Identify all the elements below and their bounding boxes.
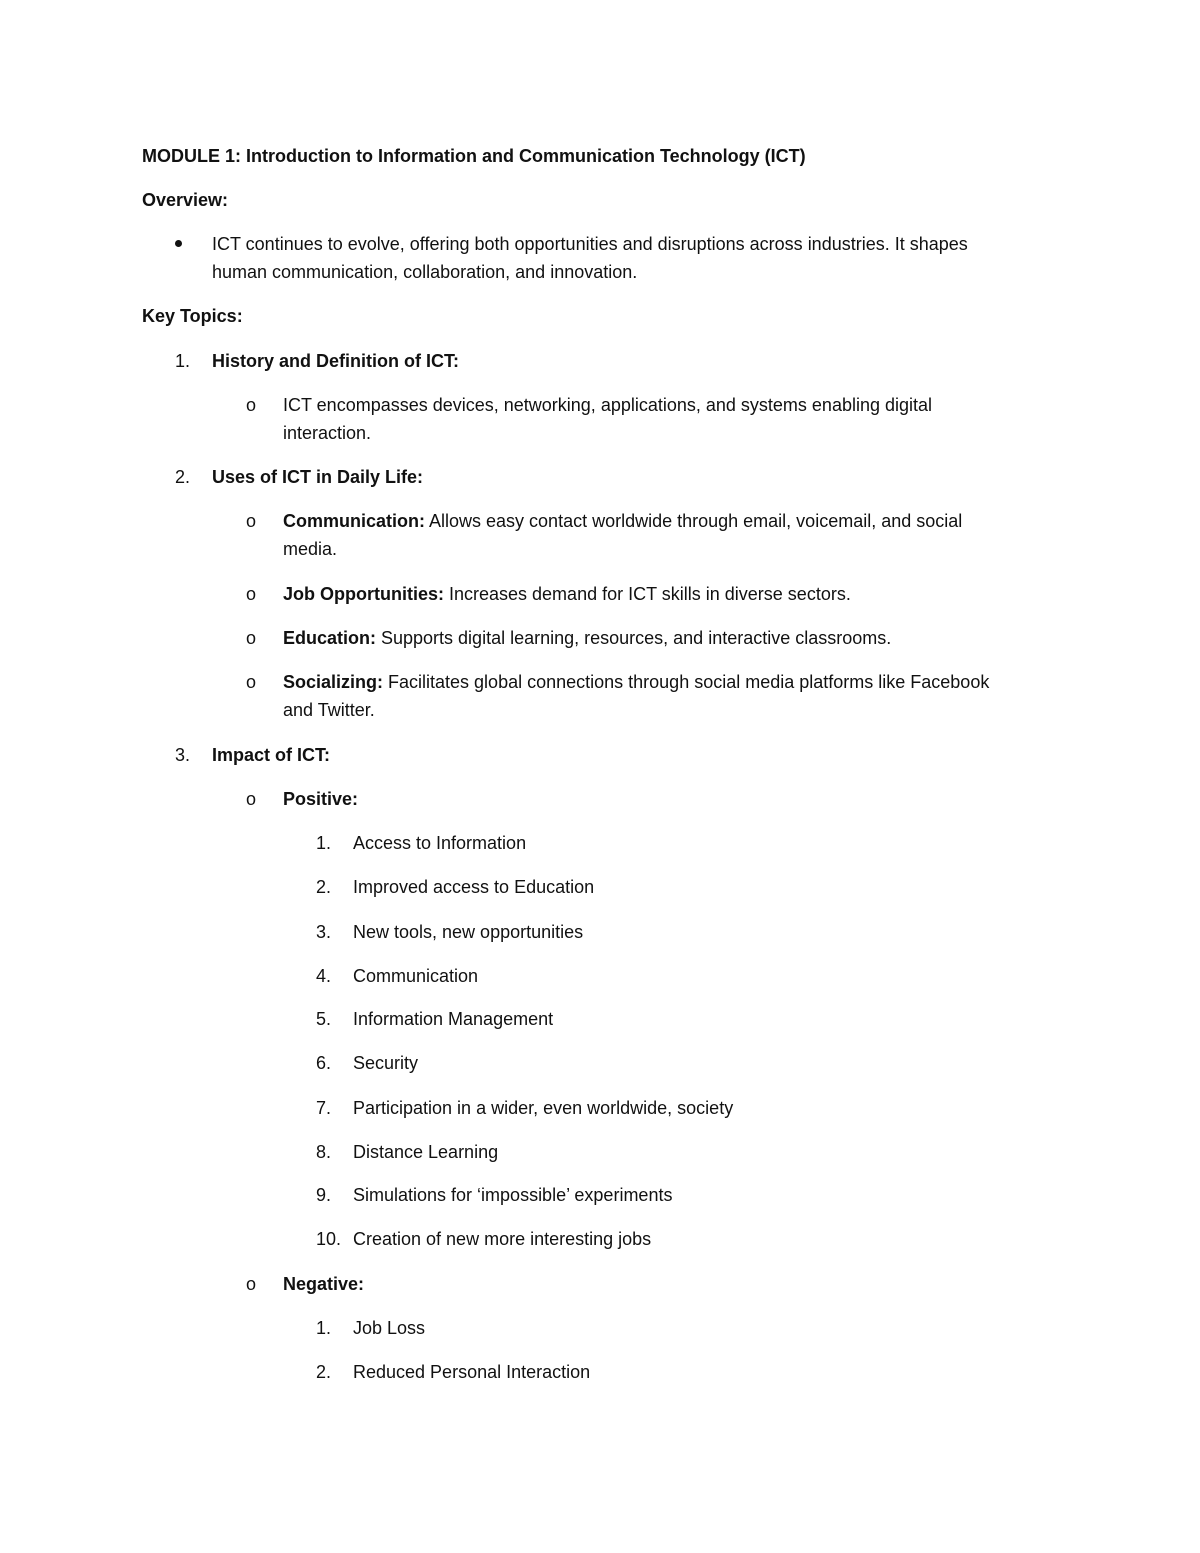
positive-item-number: 9.	[316, 1185, 332, 1205]
list-item-education	[283, 627, 891, 649]
circle-bullet-icon: o	[246, 584, 257, 604]
positive-item-number: 3.	[316, 922, 332, 942]
positive-heading: Positive:	[283, 789, 359, 809]
positive-item: Simulations for ‘impossible’ experiments	[353, 1185, 673, 1205]
topic-title-impact: Impact of ICT:	[212, 745, 331, 765]
topic-number: 3.	[175, 745, 191, 765]
item-label: Job Opportunities:	[283, 584, 444, 604]
topic-title-history: History and Definition of ICT:	[212, 351, 459, 371]
item-label: Communication:	[283, 511, 425, 531]
positive-item: Communication	[353, 966, 479, 986]
overview-heading: Overview:	[142, 190, 229, 210]
list-item-job-opportunities	[283, 583, 851, 605]
negative-item: Job Loss	[353, 1318, 426, 1338]
circle-bullet-icon: o	[246, 628, 257, 648]
circle-bullet-icon: o	[246, 789, 257, 809]
item-text: Allows easy contact worldwide through email, voicemail, and social	[425, 511, 963, 531]
positive-item: Participation in a wider, even worldwide, society	[353, 1098, 734, 1118]
key-topics-heading: Key Topics:	[142, 306, 243, 326]
list-item-continuation: and Twitter.	[283, 700, 375, 720]
overview-bullet-line1: ICT continues to evolve, offering both opportunities and disruptions across industries. It shapes	[212, 234, 968, 254]
positive-item-number: 6.	[316, 1053, 332, 1073]
circle-bullet-icon: o	[246, 1274, 257, 1294]
positive-item: Distance Learning	[353, 1142, 499, 1162]
topic1-sub-line1: ICT encompasses devices, networking, applications, and systems enabling digital	[283, 395, 933, 415]
item-text: Facilitates global connections through social media platforms like Facebook	[383, 672, 990, 692]
positive-item-number: 8.	[316, 1142, 332, 1162]
positive-item: Access to Information	[353, 833, 527, 853]
overview-bullet-line2: human communication, collaboration, and innovation.	[212, 262, 638, 282]
positive-item: Improved access to Education	[353, 877, 595, 897]
item-label: Socializing:	[283, 672, 384, 692]
negative-item: Reduced Personal Interaction	[353, 1362, 591, 1382]
negative-item-number: 2.	[316, 1362, 332, 1382]
list-item-communication	[283, 510, 962, 532]
topic-number: 2.	[175, 467, 191, 487]
negative-heading: Negative:	[283, 1274, 365, 1294]
positive-item-number: 4.	[316, 966, 332, 986]
positive-item-number: 7.	[316, 1098, 332, 1118]
positive-item: Creation of new more interesting jobs	[353, 1229, 652, 1249]
positive-item-number: 5.	[316, 1009, 332, 1029]
negative-item-number: 1.	[316, 1318, 332, 1338]
document-title: MODULE 1: Introduction to Information and Communication Technology (ICT)	[142, 146, 806, 166]
positive-item-number: 2.	[316, 877, 332, 897]
list-item-continuation: media.	[283, 539, 338, 559]
item-text: Increases demand for ICT skills in diverse sectors.	[444, 584, 851, 604]
positive-item-number: 10.	[316, 1229, 342, 1249]
circle-bullet-icon: o	[246, 672, 257, 692]
item-label: Education:	[283, 628, 376, 648]
bullet-icon	[175, 240, 182, 247]
positive-item: New tools, new opportunities	[353, 922, 584, 942]
circle-bullet-icon: o	[246, 395, 257, 415]
topic1-sub-line2: interaction.	[283, 423, 372, 443]
list-item-socializing	[283, 671, 989, 693]
circle-bullet-icon: o	[246, 511, 257, 531]
positive-item-number: 1.	[316, 833, 332, 853]
positive-item: Security	[353, 1053, 419, 1073]
positive-item: Information Management	[353, 1009, 554, 1029]
topic-number: 1.	[175, 351, 191, 371]
topic-title-uses: Uses of ICT in Daily Life:	[212, 467, 424, 487]
item-text: Supports digital learning, resources, and interactive classrooms.	[376, 628, 892, 648]
